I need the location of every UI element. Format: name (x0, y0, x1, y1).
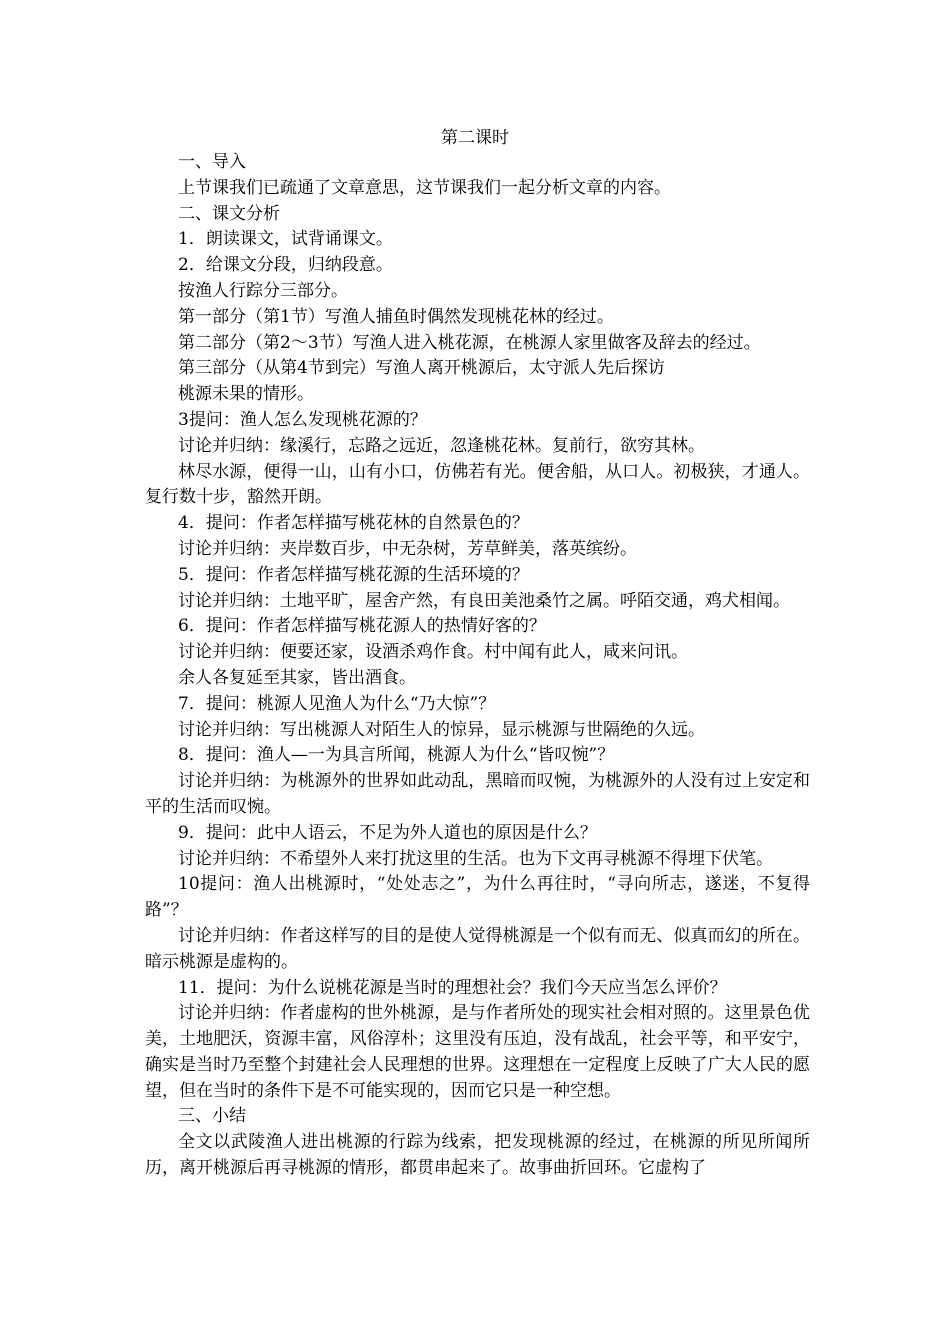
section-heading: 三、小结 (178, 1106, 246, 1127)
lesson-title: 第二课时 (441, 128, 509, 148)
answer: 讨论并归纳：写出桃源人对陌生人的惊异，显示桃源与世隔绝的久远。 (178, 719, 705, 740)
answer: 林尽水源，便得一山，山有小口，仿佛若有光。便舍船，从口人。初极狭，才通人。复行数十步，豁然开朗。 (145, 461, 810, 508)
question: 9．提问：此中人语云，不足为外人道也的原因是什么？ (178, 822, 597, 843)
answer: 讨论并归纳：缘溪行，忘路之远近，忽逢桃花林。复前行，欲穷其林。 (178, 435, 705, 456)
answer: 讨论并归纳：便要还家，设酒杀鸡作食。村中闻有此人，咸来问讯。 (178, 642, 688, 663)
question: 7．提问：桃源人见渔人为什么“乃大惊”？ (178, 693, 496, 714)
question: 11．提问：为什么说桃花源是当时的理想社会？我们今天应当怎么评价？ (178, 977, 727, 998)
section-heading: 一、导入 (178, 152, 246, 172)
section-heading: 二、课文分析 (178, 203, 280, 224)
paragraph: 2．给课文分段，归纳段意。 (178, 255, 393, 276)
question: 4．提问：作者怎样描写桃花林的自然景色的？ (178, 513, 529, 534)
answer: 讨论并归纳：作者这样写的目的是使人觉得桃源是一个似有而无、似真而幻的所在。暗示桃源是虚构的。 (145, 925, 810, 972)
question: 8．提问：渔人—一为具言所闻，桃源人为什么“皆叹惋”？ (178, 745, 615, 766)
paragraph: 上节课我们已疏通了文章意思，这节课我们一起分析文章的内容。 (178, 177, 671, 198)
paragraph: 全文以武陵渔人进出桃源的行踪为线索，把发现桃源的经过，在桃源的所见所闻所历，离开桃源后再寻桃源的情形，都贯串起来了。故事曲折回环。它虚构了 (145, 1132, 810, 1179)
answer: 讨论并归纳：为桃源外的世界如此动乱，黑暗而叹惋，为桃源外的人没有过上安定和平的生活而叹惋。 (145, 771, 810, 817)
question: 3提问：渔人怎么发现桃花源的？ (178, 409, 427, 430)
answer: 讨论并归纳：不希望外人来打扰这里的生活。也为下文再寻桃源不得埋下伏笔。 (178, 848, 773, 869)
answer: 余人各复延至其家，皆出酒食。 (178, 667, 416, 688)
paragraph: 第三部分（从第4节到完）写渔人离开桃源后，太守派人先后探访 (178, 358, 665, 379)
paragraph: 第一部分（第1节）写渔人捕鱼时偶然发现桃花林的经过。 (178, 306, 614, 327)
paragraph: 1．朗读课文，试背诵课文。 (178, 229, 393, 250)
paragraph: 桃源未果的情形。 (178, 384, 314, 405)
question: 10提问：渔人出桃源时，“处处志之”，为什么再往时，“寻向所志，遂迷，不复得路”？ (145, 874, 810, 921)
paragraph: 按渔人行踪分三部分。 (178, 280, 348, 301)
document-body (145, 150, 810, 1182)
answer: 讨论并归纳：作者虚构的世外桃源，是与作者所处的现实社会相对照的。这里景色优美，土地肥沃，资源丰富，风俗淳朴；这里没有压迫，没有战乱，社会平等，和平安宁，确实是当时乃至整个封建社会人民理想的世界。这理想在一定程度上反映了广大人民的愿望，但在当时的条件下是不可能实现的，因而它只是一种空想。 (145, 1003, 810, 1101)
question: 5．提问：作者怎样描写桃花源的生活环境的？ (178, 564, 529, 585)
answer: 讨论并归纳：土地平旷，屋舍产然，有良田美池桑竹之属。呼陌交通，鸡犬相闻。 (178, 590, 790, 611)
answer: 讨论并归纳：夹岸数百步，中无杂树，芳草鲜美，落英缤纷。 (178, 538, 637, 559)
paragraph: 第二部分（第2～3节）写渔人进入桃花源，在桃源人家里做客及辞去的经过。 (178, 332, 761, 353)
question: 6．提问：作者怎样描写桃花源人的热情好客的？ (178, 616, 546, 637)
